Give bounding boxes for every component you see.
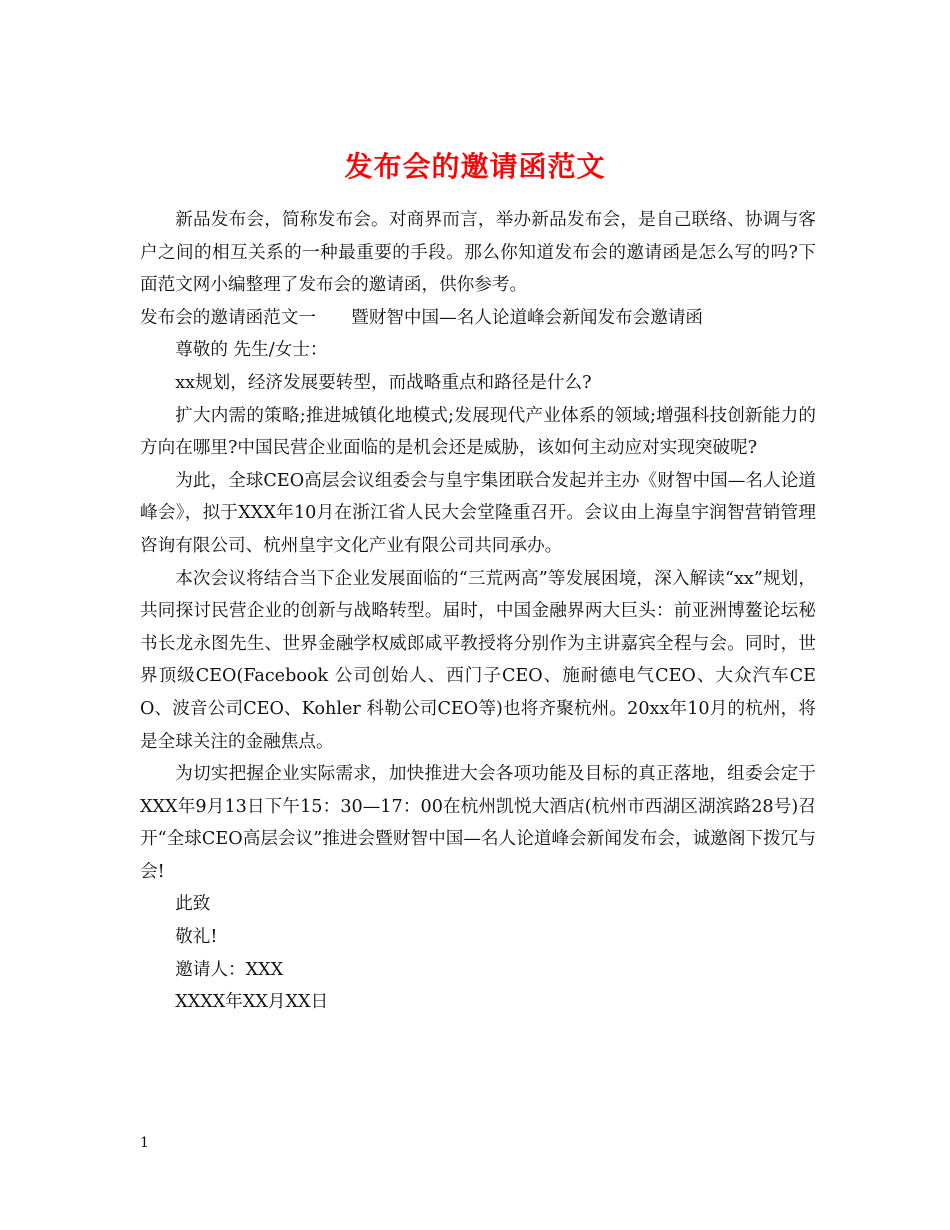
paragraph: XXXX年XX月XX日: [175, 992, 329, 1013]
document-title: 发布会的邀请函范文: [344, 149, 606, 183]
paragraph: 新品发布会，简称发布会。对商界而言，举办新品发布会，是自己联络、协调与客户之间的相互关系的一种最重要的手段。那么你知道发布会的邀请函是怎么写的吗?下面范文网小编整理了发布会的邀请函，供你参考。: [140, 210, 816, 296]
paragraph: 邀请人：XXX: [175, 959, 284, 980]
paragraph: 发布会的邀请函范文一 暨财智中国—名人论道峰会新闻发布会邀请函: [140, 307, 704, 328]
paragraph: 为此，全球CEO高层会议组委会与皇宇集团联合发起并主办《财智中国—名人论道峰会》，拟于XXX年10月在浙江省人民大会堂隆重召开。会议由上海皇宇润智营销管理咨询有限公司、杭州皇宇文化产业有限公司共同承办。: [140, 470, 816, 556]
paragraph: 敬礼!: [175, 927, 218, 948]
paragraph: 此致: [175, 894, 211, 915]
paragraph: xx规划，经济发展要转型，而战略重点和路径是什么?: [175, 372, 592, 393]
page-number: 1: [140, 1135, 149, 1151]
paragraph: 尊敬的 先生/女士：: [175, 340, 328, 361]
document-body: [140, 204, 816, 1019]
paragraph: 本次会议将结合当下企业发展面临的“三荒两高”等发展困境，深入解读“xx”规划，共同探讨民营企业的创新与战略转型。届时，中国金融界两大巨头：前亚洲博鳌论坛秘书长龙永图先生、世界金融学权威郎咸平教授将分别作为主讲嘉宾全程与会。同时，世界顶级CEO(Facebook 公司创始人、西门子CEO、施耐德电气CEO、大众汽车CEO、波音公司CEO、Kohler 科勒公司CEO等)也将齐聚杭州。20xx年10月的杭州，将是全球关注的金融焦点。: [140, 568, 816, 752]
paragraph: 为切实把握企业实际需求，加快推进大会各项功能及目标的真正落地，组委会定于XXX年9月13日下午15：30—17：00在杭州凯悦大酒店(杭州市西湖区湖滨路28号)召开“全球CEO高层会议”推进会暨财智中国—名人论道峰会新闻发布会，诚邀阁下拨冗与会!: [140, 764, 816, 882]
paragraph: 扩大内需的策略;推进城镇化地模式;发展现代产业体系的领域;增强科技创新能力的方向在哪里?中国民营企业面临的是机会还是威胁，该如何主动应对实现突破呢?: [140, 405, 816, 459]
